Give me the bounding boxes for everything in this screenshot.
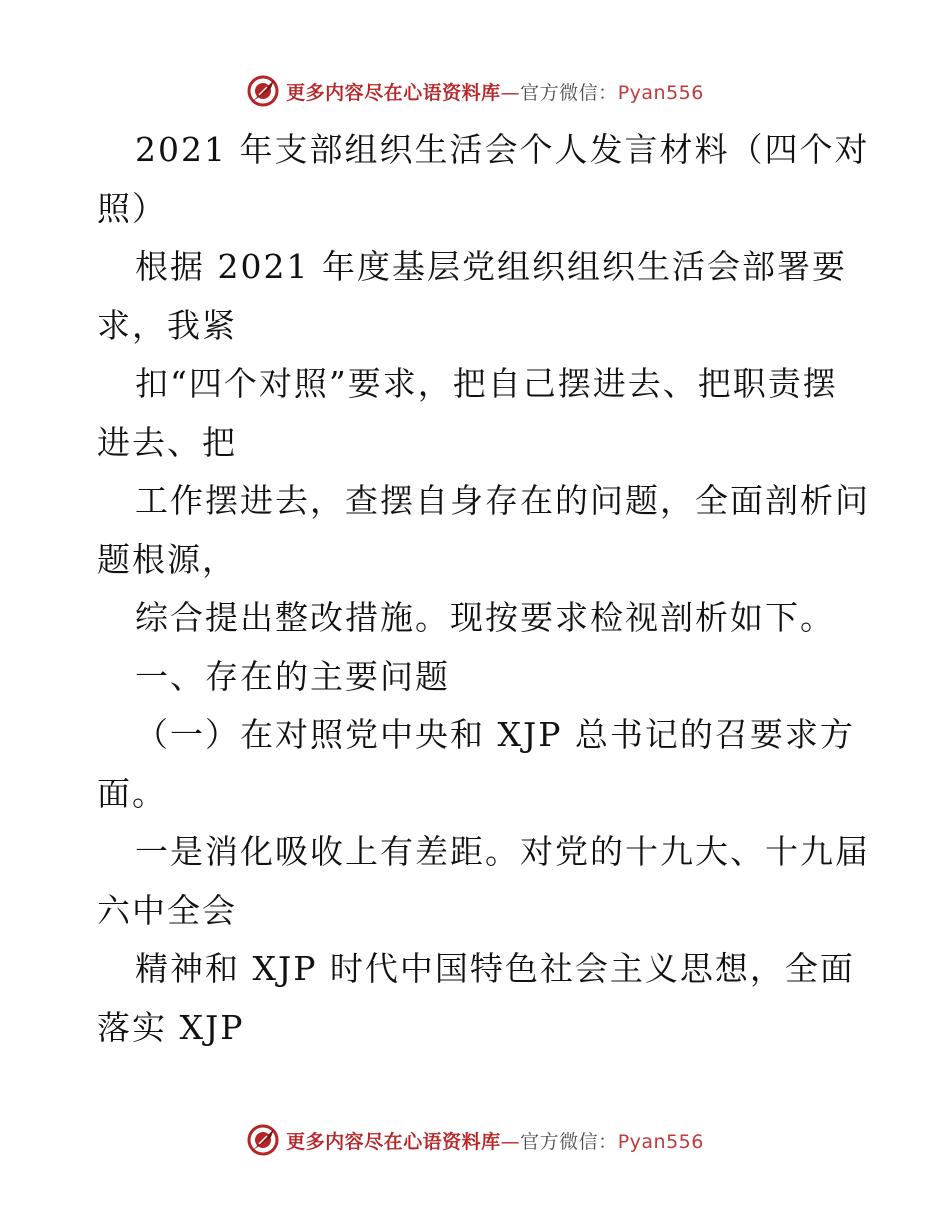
footer-watermark-banner [0, 1120, 950, 1160]
paragraph-line: 落实 XJP [97, 1007, 245, 1047]
paragraph-line: 扣“四个对照”要求，把自己摆进去、把职责摆 [135, 364, 838, 403]
paragraph-line: 求，我紧 [97, 305, 237, 345]
paragraph-line: 工作摆进去，查摆自身存在的问题，全面剖析问 [135, 481, 870, 520]
banner-sub-text: 官方微信： [520, 1130, 618, 1153]
banner-wechat-id: Pyan556 [617, 81, 704, 104]
banner-dash: — [500, 1130, 521, 1153]
header-watermark-banner [0, 71, 950, 111]
title-line-2: 照） [97, 188, 167, 228]
paragraph-line: 六中全会 [97, 890, 237, 930]
quill-logo-icon [246, 1123, 280, 1157]
section-heading: 一、存在的主要问题 [135, 656, 450, 696]
subsection-heading-line-2: 面。 [97, 773, 167, 813]
banner-main-text: 更多内容尽在心语资料库 [286, 81, 501, 104]
paragraph-line: 进去、把 [97, 422, 237, 462]
subsection-heading-line-1: （一）在对照党中央和 XJP 总书记的召要求方 [135, 715, 855, 754]
banner-dash: — [500, 81, 521, 104]
banner-wechat-id: Pyan556 [617, 1130, 704, 1153]
paragraph-line: 综合提出整改措施。现按要求检视剖析如下。 [135, 598, 835, 637]
paragraph-line: 根据 2021 年度基层党组织组织生活会部署要 [135, 247, 847, 286]
title-line-1: 2021 年支部组织生活会个人发言材料（四个对 [135, 130, 870, 169]
paragraph-line: 一是消化吸收上有差距。对党的十九大、十九届 [135, 832, 870, 871]
paragraph-line: 精神和 XJP 时代中国特色社会主义思想，全面 [135, 949, 855, 988]
banner-sub-text: 官方微信： [520, 81, 618, 104]
banner-main-text: 更多内容尽在心语资料库 [286, 1130, 501, 1153]
paragraph-line: 题根源， [97, 539, 237, 579]
document-body [97, 121, 870, 1057]
quill-logo-icon [246, 74, 280, 108]
